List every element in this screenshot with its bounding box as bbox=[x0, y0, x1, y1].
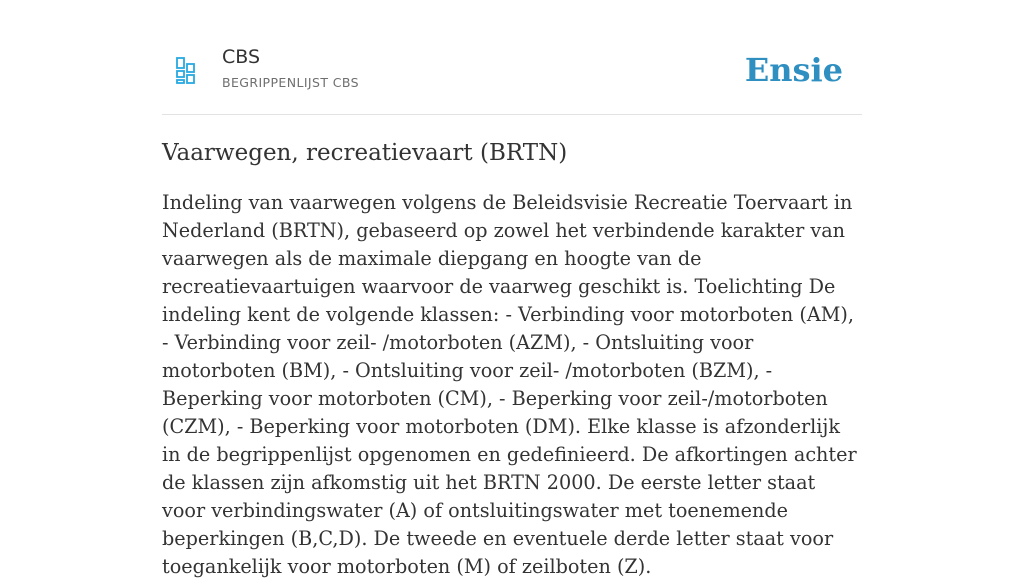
site-header bbox=[162, 0, 862, 115]
page bbox=[162, 0, 862, 578]
org-subtitle[interactable]: BEGRIPPENLIJST CBS bbox=[222, 75, 359, 90]
cbs-logo-icon[interactable] bbox=[174, 56, 198, 86]
org-name[interactable]: CBS bbox=[222, 46, 261, 68]
page-title: Vaarwegen, recreatievaart (BRTN) bbox=[162, 140, 568, 166]
definition-text: Indeling van vaarwegen volgens de Beleidsvisie Recreatie Toervaart in Nederland (BRTN), gebaseerd op zowel het verbindende karakter van vaarwegen als de maximale diepgang en hoogte van de recreatievaartuigen waarvoor de vaarweg geschikt is. Toelichting De indeling kent de volgende klassen: - Verbinding voor motorboten (AM), - Verbinding voor zeil- /motorboten (AZM), - Ontsluiting voor motorboten (BM), - Ontsluiting voor zeil- /motorboten (BZM), - Beperking voor motorboten (CM), - Beperking voor zeil-/motorboten (CZM), - Beperking voor motorboten (DM). Elke klasse is afzonderlijk in de begrippenlijst opgenomen en gedefinieerd. De afkortingen achter de klassen zijn afkomstig uit het BRTN 2000. De eerste letter staat voor verbindingswater (A) of ontsluitingswater met toenemende beperkingen (B,C,D). De tweede en eventuele derde letter staat voor toegankelijk voor motorboten (M) of zeilboten (Z). bbox=[162, 191, 857, 578]
ensie-logo-link[interactable]: Ensie bbox=[744, 51, 843, 89]
